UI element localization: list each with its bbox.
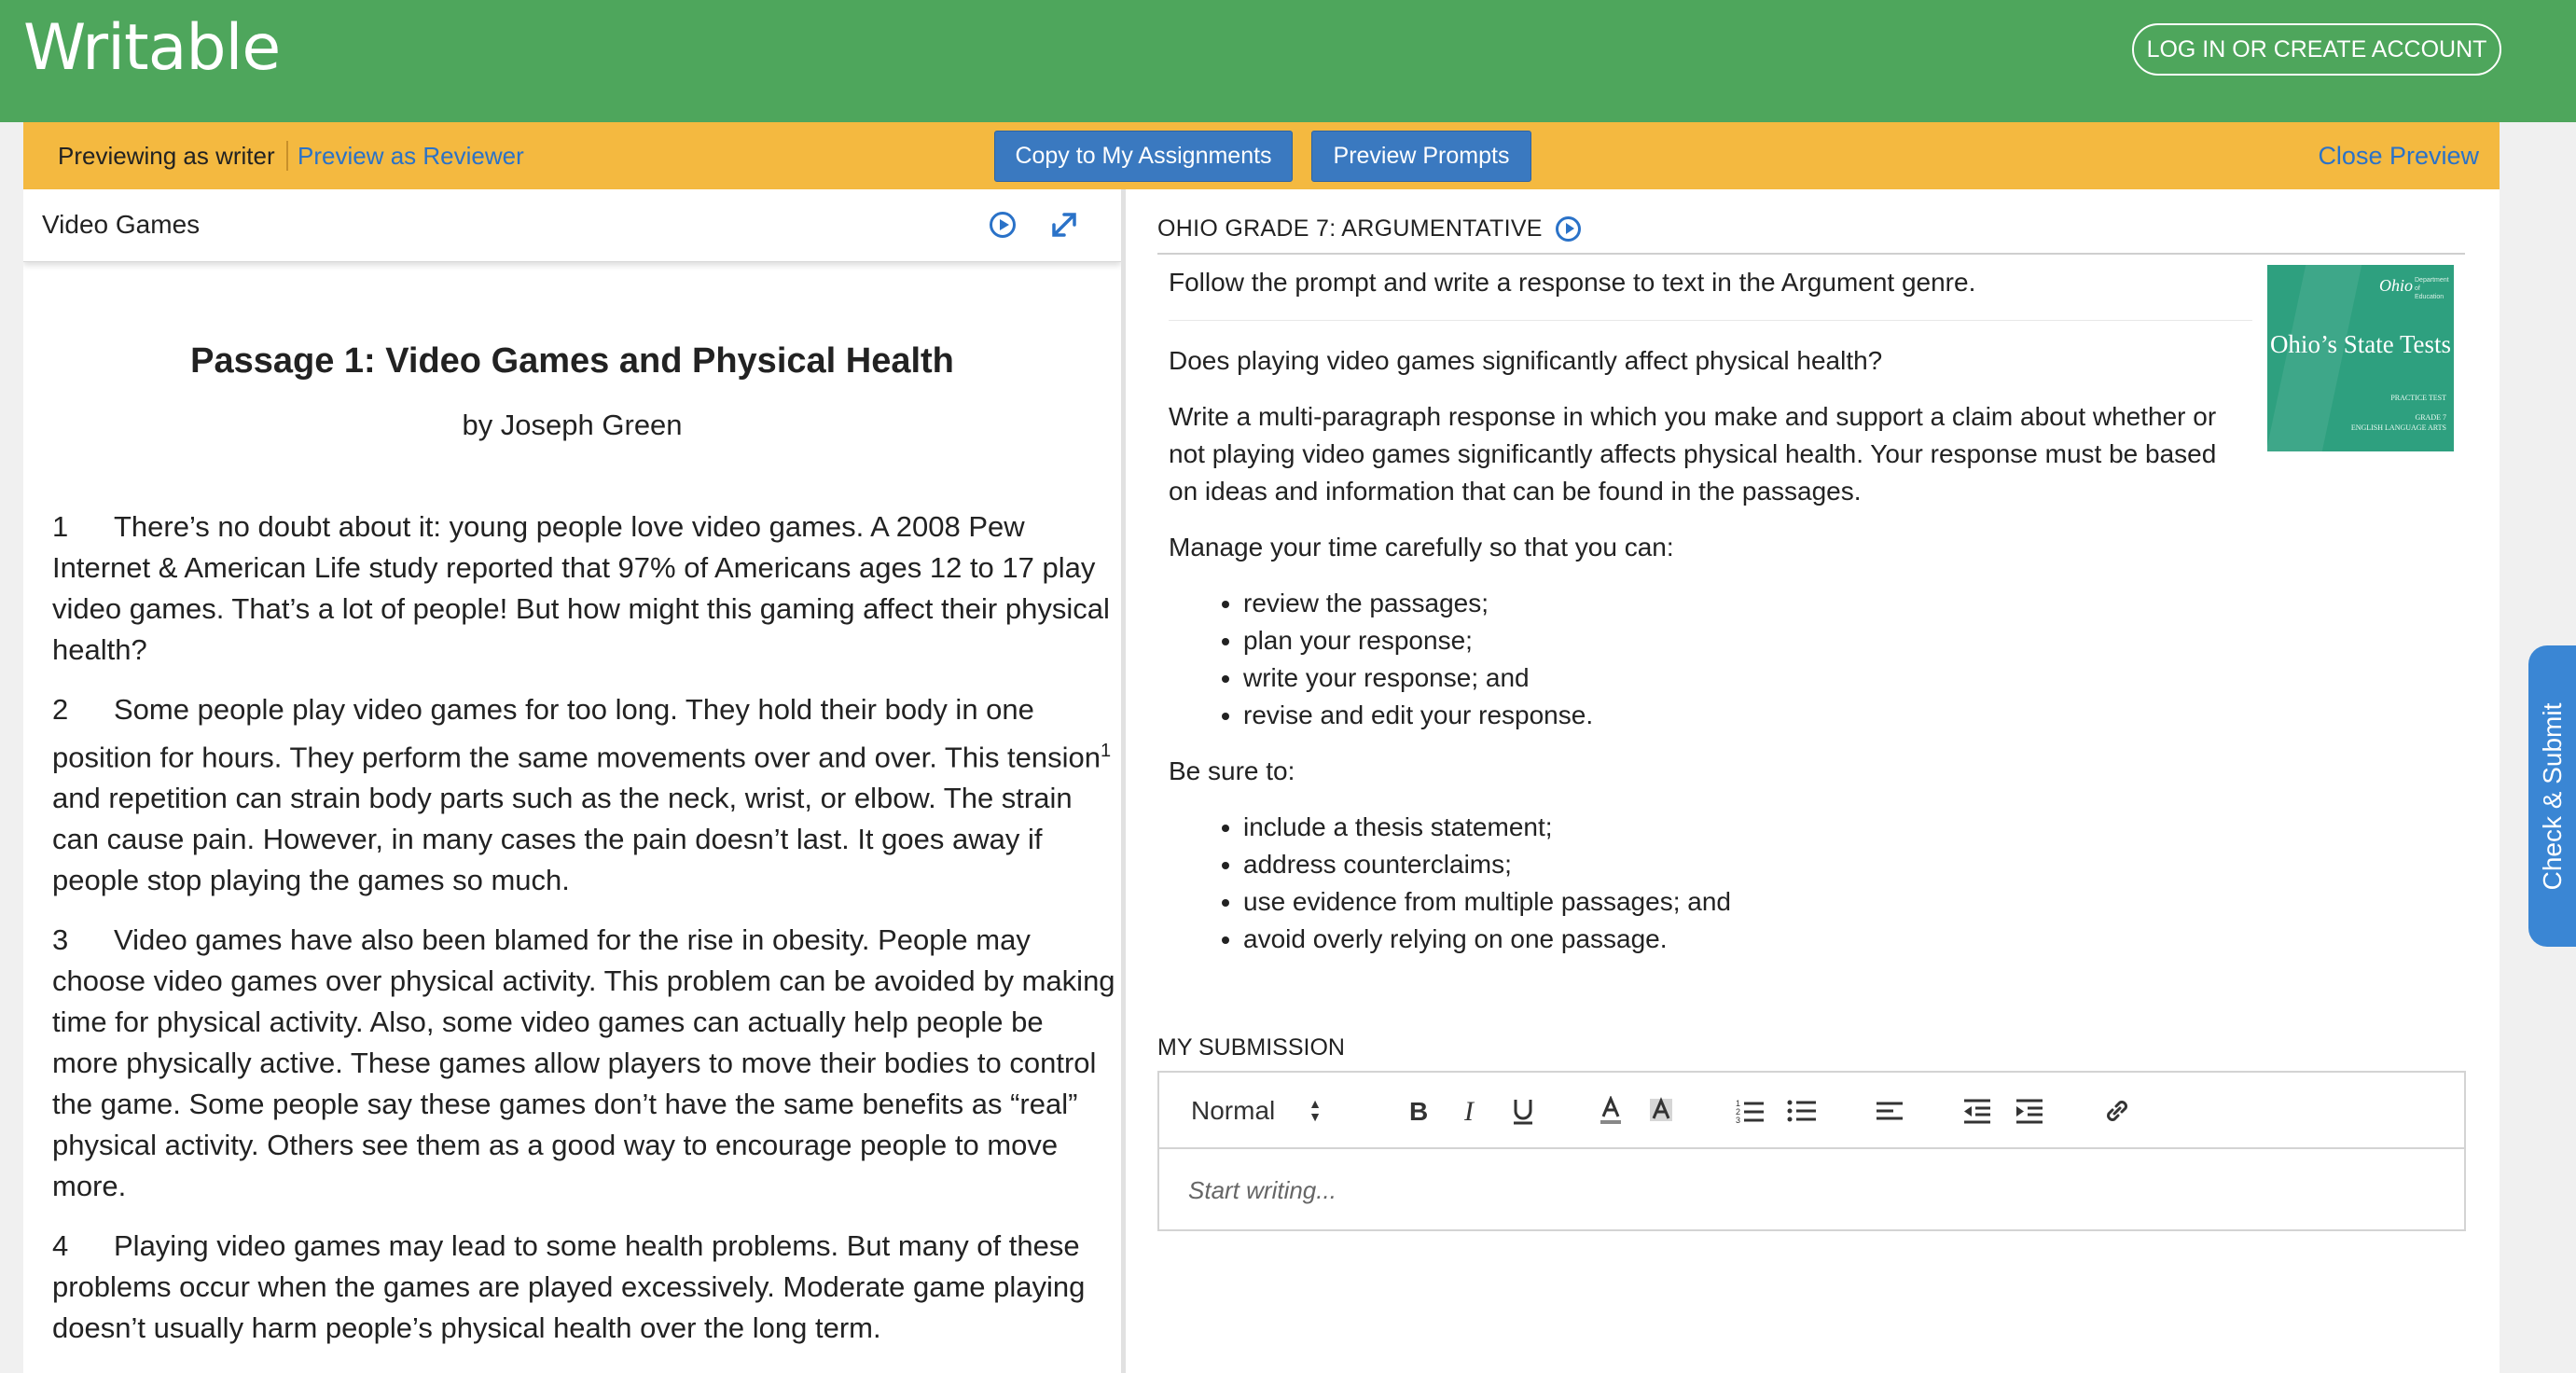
prompt-body [1169, 342, 2232, 977]
list-item: • revise and edit your response. [1243, 697, 2232, 734]
link-icon [2102, 1096, 2132, 1126]
outdent-icon [1962, 1097, 1992, 1125]
subject-text: ENGLISH LANGUAGE ARTS [2350, 423, 2446, 432]
paragraph-text: Video games have also been blamed for the rise in obesity. People may choose video games over physical activity. This problem can be avoided by making time for physical activity. Also, some video games can actually help people be more physically active. These games allow players to move their bodies to control the game. Some people say these games don’t have the same benefits as “real” physical activity. Others see them as a good way to encourage people to move more. [52, 923, 1115, 1203]
prompt-question: Does playing video games significantly affect physical health? [1169, 346, 1883, 375]
paragraph-text: Playing video games may lead to some health problems. But many of these problems occur when the games are played excessively. Moderate game playing doesn’t usually harm people’s physical health over the long term. [52, 1229, 1086, 1345]
paragraph-text: There’s no doubt about it: young people love video games. A 2008 Pew Internet & American Life study reported that 97% of Americans ages 12 to 17 play video games. That’s a lot of people! But how might this gaming affect their physical health? [52, 510, 1110, 666]
text-color-icon [1598, 1096, 1624, 1126]
svg-text:1: 1 [1736, 1099, 1741, 1108]
practice-test-label: PRACTICE TEST [2390, 394, 2446, 402]
passage-tab-header [23, 189, 1121, 262]
passage-paragraph [52, 920, 1115, 1207]
previewing-as-writer-label: Previewing as writer [58, 142, 275, 170]
indent-button[interactable] [2012, 1093, 2047, 1129]
select-arrows-icon: ▲ ▼ [1309, 1096, 1322, 1124]
highlight-button[interactable] [1644, 1093, 1678, 1129]
preview-as-reviewer-link[interactable]: Preview as Reviewer [298, 142, 524, 170]
align-left-icon [1875, 1097, 1904, 1125]
prompt-panel [1126, 189, 2500, 1373]
editor-toolbar [1159, 1073, 2464, 1149]
top-header [0, 0, 2576, 122]
grade-text: GRADE 7 [2415, 413, 2446, 422]
text-color-button[interactable] [1594, 1093, 1627, 1129]
passage-title: Passage 1: Video Games and Physical Health [190, 341, 954, 381]
list-item: • review the passages; [1243, 585, 2232, 622]
svg-text:2: 2 [1736, 1107, 1741, 1116]
check-and-submit-tab[interactable] [2528, 645, 2576, 947]
passage-panel[interactable] [23, 189, 1121, 1373]
underline-icon [1511, 1097, 1535, 1125]
bullet-list-icon [1787, 1097, 1817, 1125]
list-item: • include a thesis statement; [1243, 809, 2232, 846]
align-button[interactable] [1872, 1093, 1907, 1129]
paragraph-number: 1 [52, 510, 69, 543]
list-item: • plan your response; [1243, 622, 2232, 659]
passage-tab-title: Video Games [42, 210, 201, 239]
paragraph-number: 4 [52, 1229, 69, 1263]
expand-icon[interactable] [1047, 208, 1081, 242]
check-and-submit-label: Check & Submit [2537, 702, 2567, 890]
bold-icon [1406, 1097, 1431, 1125]
submission-text-input[interactable] [1159, 1151, 2464, 1229]
besure-intro: Be sure to: [1169, 756, 1295, 785]
besure-list [1243, 809, 2232, 958]
list-item: • write your response; and [1243, 659, 2232, 697]
format-select[interactable] [1191, 1093, 1322, 1129]
bold-button[interactable] [1402, 1093, 1435, 1129]
copy-to-my-assignments-button[interactable]: Copy to My Assignments [994, 131, 1293, 182]
italic-icon [1459, 1097, 1483, 1125]
link-button[interactable] [2099, 1093, 2135, 1129]
passage-author: by Joseph Green [462, 409, 683, 441]
svg-text:3: 3 [1736, 1116, 1741, 1125]
svg-text:B: B [1409, 1097, 1429, 1125]
list-item: • address counterclaims; [1243, 846, 2232, 883]
passage-paragraph [52, 506, 1115, 671]
my-submission-heading: MY SUBMISSION [1157, 1034, 1345, 1061]
grade-label [2351, 412, 2446, 433]
numbered-list-button[interactable] [1732, 1093, 1767, 1129]
preview-bar [23, 122, 2500, 189]
login-button[interactable]: LOG IN OR CREATE ACCOUNT [2132, 23, 2501, 76]
bullet-list-button[interactable] [1784, 1093, 1820, 1129]
preview-prompts-button[interactable]: Preview Prompts [1311, 131, 1531, 182]
close-preview-link[interactable]: Close Preview [2318, 142, 2479, 170]
paragraph-text: Some people play video games for too long. They hold their body in one position for hours. They perform the same movements over and over. This tension [52, 693, 1101, 774]
genre-instruction: Follow the prompt and write a response to text in the Argument genre. [1169, 268, 1976, 297]
play-audio-icon[interactable] [990, 212, 1016, 238]
list-item: • use evidence from multiple passages; and [1243, 883, 2232, 921]
paragraph-number: 2 [52, 693, 69, 726]
paragraph-number: 3 [52, 923, 69, 957]
indent-icon [2015, 1097, 2044, 1125]
heading-divider [1157, 253, 2465, 255]
italic-button[interactable] [1454, 1093, 1488, 1129]
outdent-button[interactable] [1960, 1093, 1995, 1129]
passage-body [52, 506, 1115, 1367]
ohio-wordmark: Ohio [2379, 276, 2413, 295]
department-label: Department of Education [2415, 277, 2449, 300]
svg-text:I: I [1464, 1097, 1474, 1125]
passage-paragraph [52, 689, 1115, 901]
manage-intro: Manage your time carefully so that you can: [1169, 533, 1674, 562]
highlight-icon [1648, 1096, 1674, 1126]
card-title: Ohio’s State Tests [2269, 330, 2452, 358]
instruction-divider [1169, 320, 2252, 321]
footnote-marker[interactable]: 1 [1101, 741, 1112, 761]
prompt-heading [1157, 215, 1581, 243]
left-margin [0, 122, 23, 1373]
writable-logo[interactable]: Writable [23, 11, 281, 85]
submission-editor [1157, 1071, 2466, 1231]
passage-paragraph [52, 1226, 1115, 1349]
prompt-task: Write a multi-paragraph response in which you make and support a claim about whether or not playing video games significantly affects physical health. Your response must be based on ideas and information that can be found in the passages. [1169, 402, 2217, 506]
format-select-value: Normal [1191, 1096, 1276, 1125]
underline-button[interactable] [1506, 1093, 1540, 1129]
list-item: • avoid overly relying on one passage. [1243, 921, 2232, 958]
play-prompt-audio-icon[interactable] [1556, 216, 1581, 242]
paragraph-text: and repetition can strain body parts such as the neck, wrist, or elbow. The strain can cause pain. However, in many cases the pain doesn’t last. It goes away if people stop playing the games so much. [52, 782, 1073, 897]
manage-list [1243, 585, 2232, 734]
preview-separator [286, 141, 288, 171]
prompt-heading-text: OHIO GRADE 7: ARGUMENTATIVE [1157, 215, 1543, 242]
ohio-state-tests-image [2267, 265, 2454, 451]
numbered-list-icon [1735, 1097, 1765, 1125]
